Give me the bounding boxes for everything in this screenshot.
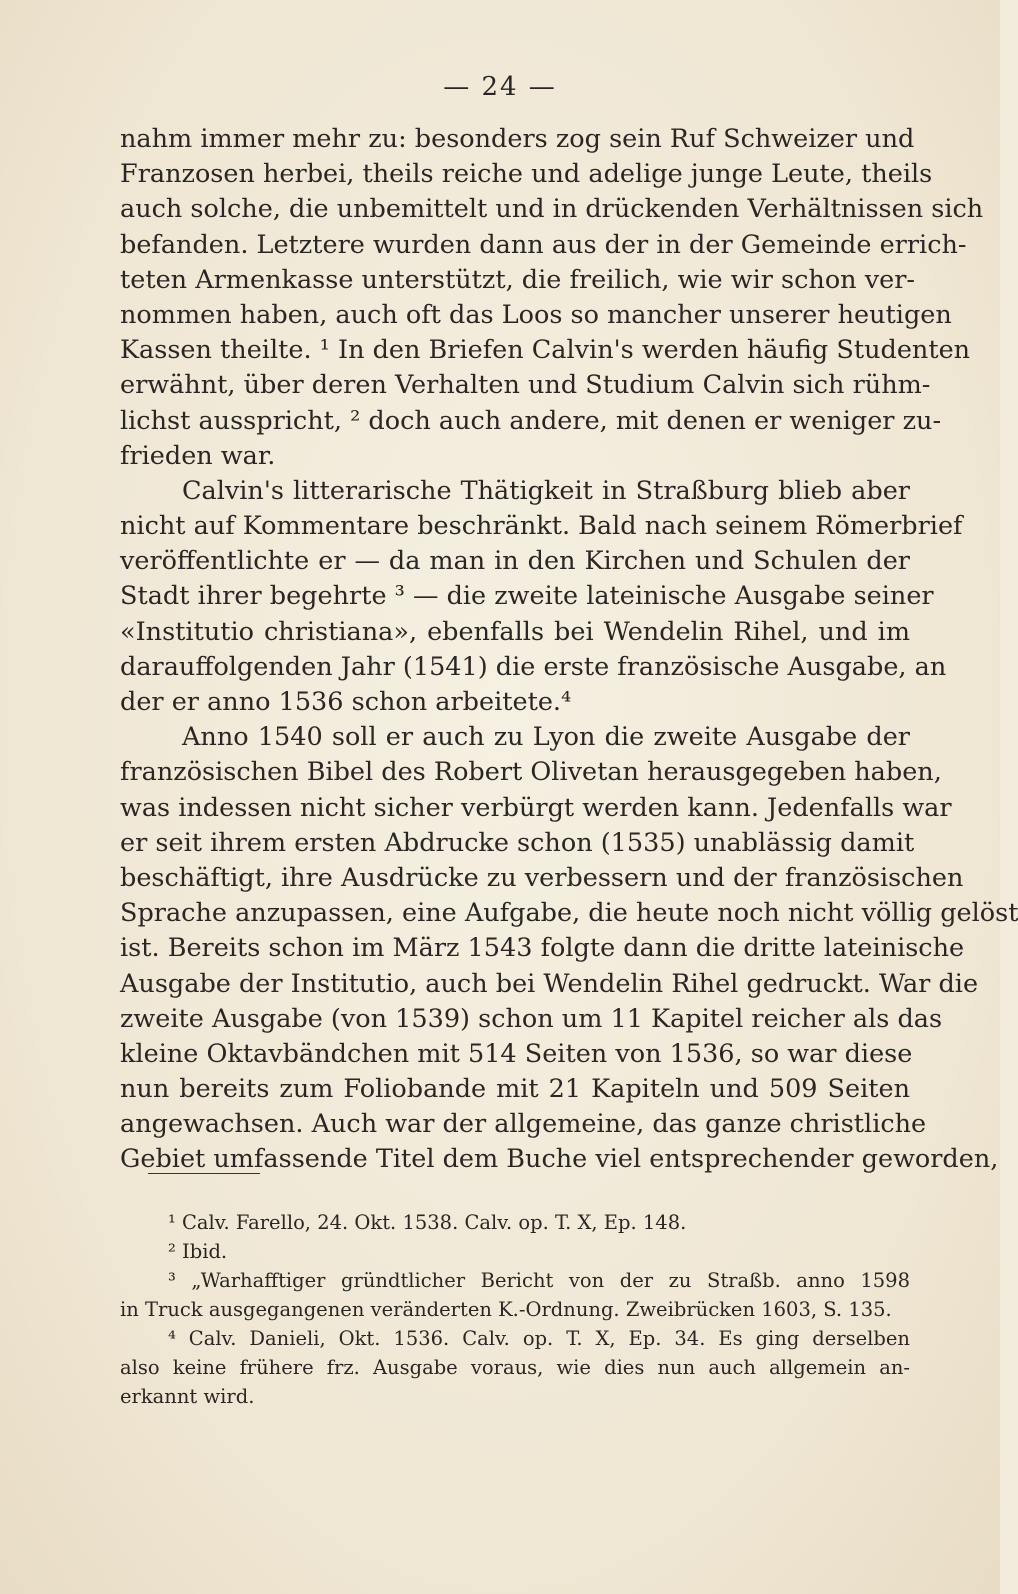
footnote-line: erkannt wird.: [120, 1385, 255, 1408]
text-line: frieden war.: [120, 440, 276, 471]
text-line: lichst ausspricht, ² doch auch andere, mit denen er weniger zu-: [120, 405, 942, 436]
text-line: Franzosen herbei, theils reiche und adelige junge Leute, theils: [120, 159, 933, 190]
text-line: «Institutio christiana», ebenfalls bei Wendelin Rihel, und im: [120, 616, 910, 647]
text-line: teten Armenkasse unterstützt, die freilich, wie wir schon ver-: [120, 264, 916, 295]
text-line: er seit ihrem ersten Abdrucke schon (1535) unablässig damit: [120, 827, 915, 858]
text-line: Sprache anzupassen, eine Aufgabe, die heute noch nicht völlig gelöst: [120, 898, 1018, 929]
footnote-line: ¹ Calv. Farello, 24. Okt. 1538. Calv. op. T. X, Ep. 148.: [168, 1211, 687, 1234]
text-line: nommen haben, auch oft das Loos so mancher unserer heutigen: [120, 299, 952, 330]
text-line: Ausgabe der Institutio, auch bei Wendelin Rihel gedruckt. War die: [120, 968, 979, 999]
footnote-line: ³ „Warhafftiger gründtlicher Bericht von der zu Straßb. anno 1598: [168, 1269, 910, 1292]
text-line: was indessen nicht sicher verbürgt werden kann. Jedenfalls war: [120, 792, 952, 823]
text-line: Calvin's litterarische Thätigkeit in Straßburg blieb aber: [182, 475, 910, 506]
text-line: veröffentlichte er — da man in den Kirchen und Schulen der: [120, 546, 910, 577]
text-line: nun bereits zum Foliobande mit 21 Kapiteln und 509 Seiten: [120, 1074, 910, 1105]
text-line: französischen Bibel des Robert Olivetan herausgegeben haben,: [120, 757, 942, 788]
footnote-line: also keine frühere frz. Ausgabe voraus, wie dies nun auch allgemein an-: [120, 1356, 910, 1379]
text-line: ist. Bereits schon im März 1543 folgte dann die dritte lateinische: [120, 933, 965, 964]
page-number: — 24 —: [443, 72, 557, 102]
text-line: beschäftigt, ihre Ausdrücke zu verbessern und der französischen: [120, 862, 964, 893]
text-line: nicht auf Kommentare beschränkt. Bald nach seinem Römerbrief: [120, 511, 963, 542]
text-line: nahm immer mehr zu: besonders zog sein Ruf Schweizer und: [120, 124, 915, 154]
text-line: befanden. Letztere wurden dann aus der in der Gemeinde errich-: [120, 229, 967, 260]
footnote-line: ⁴ Calv. Danieli, Okt. 1536. Calv. op. T. X, Ep. 34. Es ging derselben: [168, 1327, 910, 1350]
body-text: [120, 122, 1018, 1178]
text-line: Kassen theilte. ¹ In den Briefen Calvin's werden häufig Studenten: [120, 335, 971, 366]
text-line: zweite Ausgabe (von 1539) schon um 11 Kapitel reicher als das: [120, 1003, 943, 1034]
text-line: Gebiet umfassende Titel dem Buche viel entsprechender geworden,: [120, 1144, 999, 1175]
footnotes: [120, 1208, 910, 1411]
footnote-line: in Truck ausgegangenen veränderten K.-Ordnung. Zweibrücken 1603, S. 135.: [120, 1298, 892, 1321]
text-line: auch solche, die unbemittelt und in drückenden Verhältnissen sich: [120, 194, 984, 225]
text-line: Anno 1540 soll er auch zu Lyon die zweite Ausgabe der: [182, 722, 910, 753]
text-line: angewachsen. Auch war der allgemeine, das ganze christliche: [120, 1109, 927, 1140]
text-line: der er anno 1536 schon arbeitete.⁴: [120, 687, 572, 717]
text-line: kleine Oktavbändchen mit 514 Seiten von 1536, so war diese: [120, 1038, 913, 1069]
text-line: darauffolgenden Jahr (1541) die erste französische Ausgabe, an: [120, 651, 947, 682]
footnote-separator: [148, 1173, 260, 1174]
footnote-line: ² Ibid.: [168, 1240, 228, 1263]
text-line: erwähnt, über deren Verhalten und Studium Calvin sich rühm-: [120, 370, 931, 401]
text-line: Stadt ihrer begehrte ³ — die zweite lateinische Ausgabe seiner: [120, 581, 934, 612]
